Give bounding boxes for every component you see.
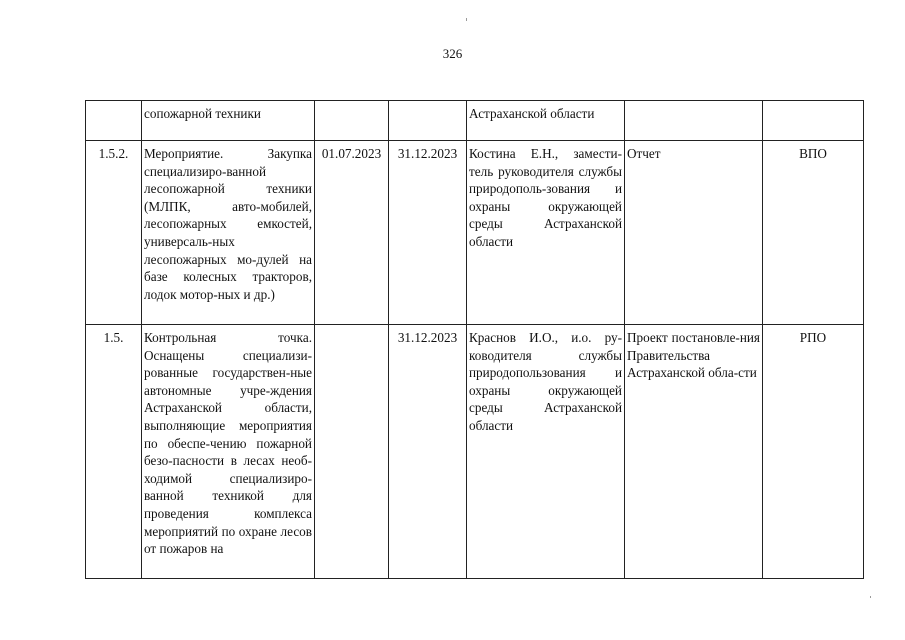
start-date-cell [315, 325, 389, 579]
start-date-cell [315, 101, 389, 141]
table-row [86, 101, 864, 141]
responsible-cell: Астраханской области [467, 101, 625, 141]
level-cell: РПО [763, 325, 864, 579]
document-cell: Проект постановле-ния Правительства Астраханской обла-сти [625, 325, 763, 579]
end-date-cell: 31.12.2023 [389, 325, 467, 579]
scan-mark [870, 596, 871, 598]
document-cell [625, 101, 763, 141]
responsible-cell: Краснов И.О., и.о. ру-ководителя службы природопользования и охраны окружающей среды Астраханской области [467, 325, 625, 579]
start-date-cell: 01.07.2023 [315, 141, 389, 325]
plan-table [85, 100, 864, 579]
event-cell: Контрольная точка. Оснащены специализи-рованные государствен-ные автономные учре-ждения Астраханской области, выполняющие мероприятия по обеспе-чению пожарной безо-пасности в лесах необ-ходимой специализиро-ванной техникой для проведения комплекса мероприятий по охране лесов от пожаров на [142, 325, 315, 579]
event-cell: сопожарной техники [142, 101, 315, 141]
row-number: 1.5. [86, 325, 142, 579]
end-date-cell [389, 101, 467, 141]
table-row [86, 141, 864, 325]
level-cell [763, 101, 864, 141]
event-cell: Мероприятие. Закупка специализиро-ванной лесопожарной техники (МЛПК, авто-мобилей, лесопожарных емкостей, универсаль-ных лесопожарных мо-дулей на базе колесных тракторов, лодок мотор-ных и др.) [142, 141, 315, 325]
responsible-cell: Костина Е.Н., замести-тель руководителя службы природополь-зования и охраны окружающей среды Астраханской области [467, 141, 625, 325]
scan-mark [466, 18, 467, 21]
row-number [86, 101, 142, 141]
document-cell: Отчет [625, 141, 763, 325]
row-number: 1.5.2. [86, 141, 142, 325]
end-date-cell: 31.12.2023 [389, 141, 467, 325]
level-cell: ВПО [763, 141, 864, 325]
page-number: 326 [442, 46, 463, 61]
table-row [86, 325, 864, 579]
